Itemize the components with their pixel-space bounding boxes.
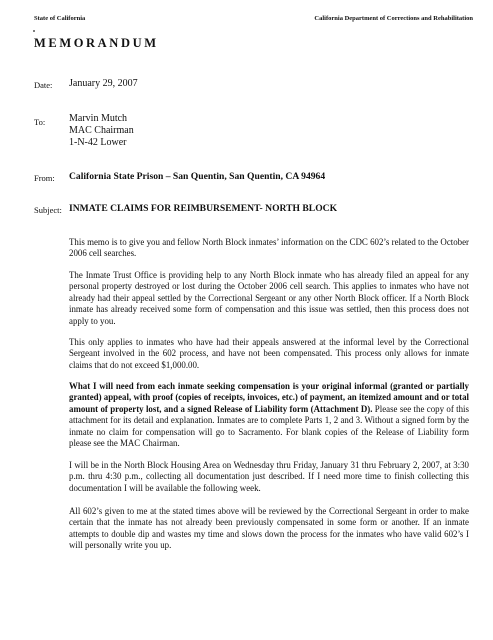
to-label: To: (34, 117, 46, 127)
to-line-name: Marvin Mutch (69, 113, 128, 124)
subject-label: Subject: (34, 205, 62, 215)
scan-speck (33, 30, 35, 32)
date-value: January 29, 2007 (69, 78, 138, 89)
header-left: State of California (34, 15, 86, 22)
to-line-cell: 1-N-42 Lower (69, 137, 127, 148)
paragraph-4-bold: What I will need from each inmate seeking compensation is your original informal (granted or partially granted) appeal, with proof (copies of receipts, invoices, etc.) of payment, an itemized amount and or total amount of property lost, and a signed Release of Liability form (Attachment D). (69, 381, 469, 414)
from-label: From: (34, 173, 55, 183)
paragraph-6: All 602’s given to me at the stated times above will be reviewed by the Correctional Sergeant in order to make certain that the inmate has not already been previously compensated in some form or another. If an inmate attempts to double dip and wastes my time and slows down the process for the inmates who have valid 602’s I will personally write you up. (69, 506, 469, 551)
paragraph-1: This memo is to give you and fellow North Block inmates’ information on the CDC 602’s related to the October 2006 cell searches. (69, 237, 469, 259)
paragraph-4-rest: Please see the copy of this attachment for its detail and explanation. Inmates are to complete Parts 1, 2 and 3. Without a signed form by the inmate no claim for compensation will go to Sacramento. For blank copies of the Release of Liability form please see the MAC Chairman. (69, 403, 469, 449)
header-right: California Department of Corrections and Rehabilitation (314, 15, 473, 22)
subject-value: INMATE CLAIMS FOR REIMBURSEMENT- NORTH BLOCK (69, 203, 338, 214)
date-label: Date: (34, 80, 53, 90)
paragraph-4 (69, 381, 469, 449)
paragraph-5: I will be in the North Block Housing Area on Wednesday thru Friday, January 31 thru February 2, 2007, at 3:30 p.m. thru 4:30 p.m., collecting all documentation just described. If I need more time to finish collecting this documentation I will be available the following week. (69, 460, 469, 493)
paragraph-3: This only applies to inmates who have had their appeals answered at the informal level by the Correctional Sergeant involved in the 602 process, and have not been compensated. This process only allows for inmate claims that do not exceed $1,000.00. (69, 337, 469, 370)
to-line-title: MAC Chairman (69, 125, 134, 136)
paragraph-2: The Inmate Trust Office is providing help to any North Block inmate who has already filed an appeal for any personal property destroyed or lost during the October 2006 cell search. This applies to inmates who have not already had their appeal settled by the Correctional Sergeant or any other North Block officer. If a North Block inmate has already received some form of compensation and this issue was settled, then this process does not apply to you. (69, 270, 469, 326)
memo-title: MEMORANDUM (34, 36, 159, 50)
from-value: California State Prison – San Quentin, San Quentin, CA 94964 (69, 171, 326, 182)
